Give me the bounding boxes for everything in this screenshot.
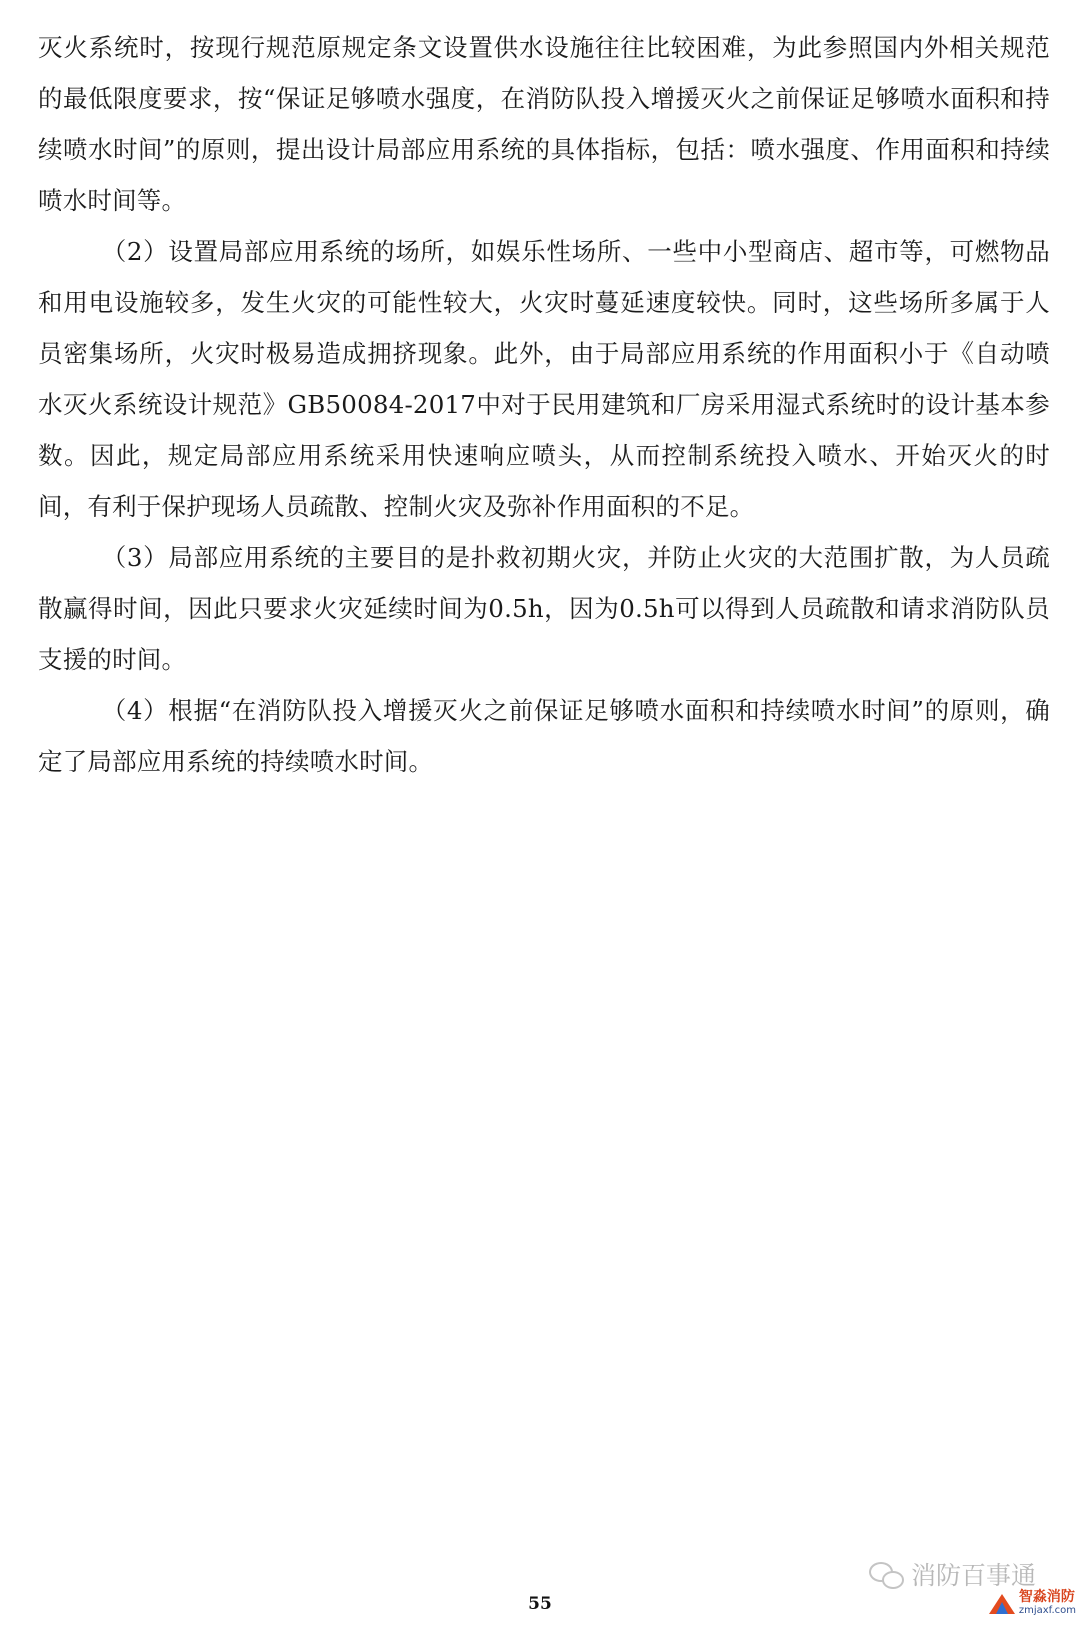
document-body bbox=[38, 22, 1050, 787]
badge-text bbox=[1019, 1590, 1076, 1616]
watermark bbox=[869, 1556, 1036, 1592]
flame-logo-icon bbox=[989, 1590, 1015, 1616]
paragraph-item-4: （4）根据“在消防队投入增援灭火之前保证足够喷水面积和持续喷水时间”的原则，确定了局部应用系统的持续喷水时间。 bbox=[38, 696, 1050, 776]
badge-name: 智淼消防 bbox=[1018, 1589, 1075, 1605]
page-number: 55 bbox=[528, 1594, 552, 1614]
paragraph-item-2: （2）设置局部应用系统的场所，如娱乐性场所、一些中小型商店、超市等，可燃物品和用电设施较多，发生火灾的可能性较大，火灾时蔓延速度较快。同时，这些场所多属于人员密集场所，火灾时极易造成拥挤现象。此外，由于局部应用系统的作用面积小于《自动喷水灭火系统设计规范》GB50084-2017中对于民用建筑和厂房采用湿式系统时的设计基本参数。因此，规定局部应用系统采用快速响应喷头，从而控制系统投入喷水、开始灭火的时间，有利于保护现场人员疏散、控制火灾及弥补作用面积的不足。 bbox=[38, 237, 1050, 521]
watermark-text: 消防百事通 bbox=[910, 1561, 1036, 1590]
wechat-icon bbox=[869, 1560, 903, 1588]
paragraph-item-3: （3）局部应用系统的主要目的是扑救初期火灾，并防止火灾的大范围扩散，为人员疏散赢得时间，因此只要求火灾延续时间为0.5h，因为0.5h可以得到人员疏散和请求消防队员支援的时间。 bbox=[38, 543, 1050, 674]
badge-url: zmjaxf.com bbox=[1018, 1605, 1076, 1616]
paragraph-continuation: 灭火系统时，按现行规范原规定条文设置供水设施往往比较困难，为此参照国内外相关规范的最低限度要求，按“保证足够喷水强度，在消防队投入增援灭火之前保证足够喷水面积和持续喷水时间”的原则，提出设计局部应用系统的具体指标，包括：喷水强度、作用面积和持续喷水时间等。 bbox=[38, 33, 1050, 215]
site-badge bbox=[989, 1590, 1076, 1616]
